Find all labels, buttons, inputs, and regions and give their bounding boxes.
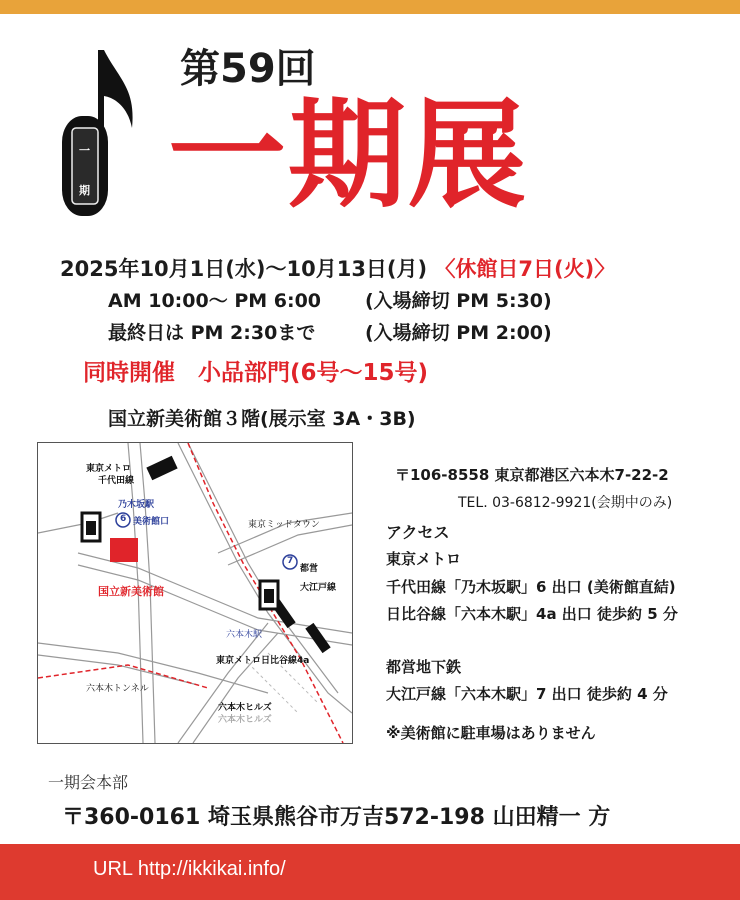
closed-day: 〈休館日7日(火)〉 — [434, 257, 616, 281]
map-label-exit7-num: 7 — [287, 556, 294, 566]
edition-label: 第59回 — [180, 46, 316, 92]
map-label-metro: 東京メトロ — [86, 464, 132, 474]
map-label-exit6-num: 6 — [120, 514, 127, 524]
access-title: アクセス — [386, 523, 450, 542]
website-url[interactable]: URL http://ikkikai.info/ — [93, 858, 286, 880]
venue-address: 〒106-8558 東京都港区六本木7-22-2 — [395, 466, 669, 484]
map-label-museum: 国立新美術館 — [98, 585, 164, 598]
access-toei: 都営地下鉄 — [386, 658, 462, 676]
access-chiyoda: 千代田線「乃木坂駅」6 出口 (美術館直結) — [386, 578, 676, 596]
hq-address: 〒360-0161 埼玉県熊谷市万吉572-198 山田精一 方 — [62, 805, 611, 830]
concurrent-exhibition: 同時開催 小品部門(6号～15号) — [83, 360, 429, 386]
access-oedo: 大江戸線「六本木駅」7 出口 徒歩約 4 分 — [386, 685, 668, 703]
parking-note: ※美術館に駐車場はありません — [386, 724, 596, 742]
hq-label: 一期会本部 — [48, 773, 129, 792]
logo-char-1: 一 — [79, 144, 90, 157]
access-map — [37, 442, 353, 744]
venue-name: 国立新美術館３階(展示室 3A・3B) — [108, 408, 416, 430]
map-label-roppongi: 六本木駅 — [226, 630, 263, 640]
map-label-hibiya: 東京メトロ日比谷線4a — [216, 656, 310, 666]
venue-tel: TEL. 03-6812-9921(会期中のみ) — [458, 495, 673, 511]
map-label-chiyoda: 千代田線 — [98, 476, 135, 486]
access-hibiya: 日比谷線「六本木駅」4a 出口 徒歩約 5 分 — [386, 605, 678, 623]
date-range: 2025年10月1日(水)～10月13日(月) — [60, 257, 428, 281]
opening-hours: AM 10:00～ PM 6:00 — [108, 290, 322, 312]
map-label-midtown: 東京ミッドタウン — [248, 520, 320, 530]
map-label-oedo: 大江戸線 — [300, 583, 337, 593]
map-label-nogizaka: 乃木坂駅 — [118, 500, 155, 510]
map-label-tunnel: 六本木トンネル — [86, 684, 149, 694]
access-metro: 東京メトロ — [386, 550, 462, 568]
map-label-hills-shadow: 六本木ヒルズ — [218, 715, 272, 725]
last-day-entry-deadline: (入場締切 PM 2:00) — [365, 322, 552, 344]
map-label-hills: 六本木ヒルズ — [218, 703, 272, 713]
entry-deadline: (入場締切 PM 5:30) — [365, 290, 552, 312]
map-label-toei: 都営 — [300, 564, 319, 574]
top-accent-bar — [0, 0, 740, 14]
exhibition-dates — [60, 253, 615, 283]
logo-char-2: 期 — [79, 184, 90, 197]
exhibition-title: 一期展 — [168, 86, 529, 224]
map-label-exit6: 美術館口 — [133, 517, 170, 527]
last-day-hours: 最終日は PM 2:30まで — [108, 322, 316, 344]
note-logo-icon — [58, 48, 138, 218]
map-roads — [38, 443, 352, 743]
